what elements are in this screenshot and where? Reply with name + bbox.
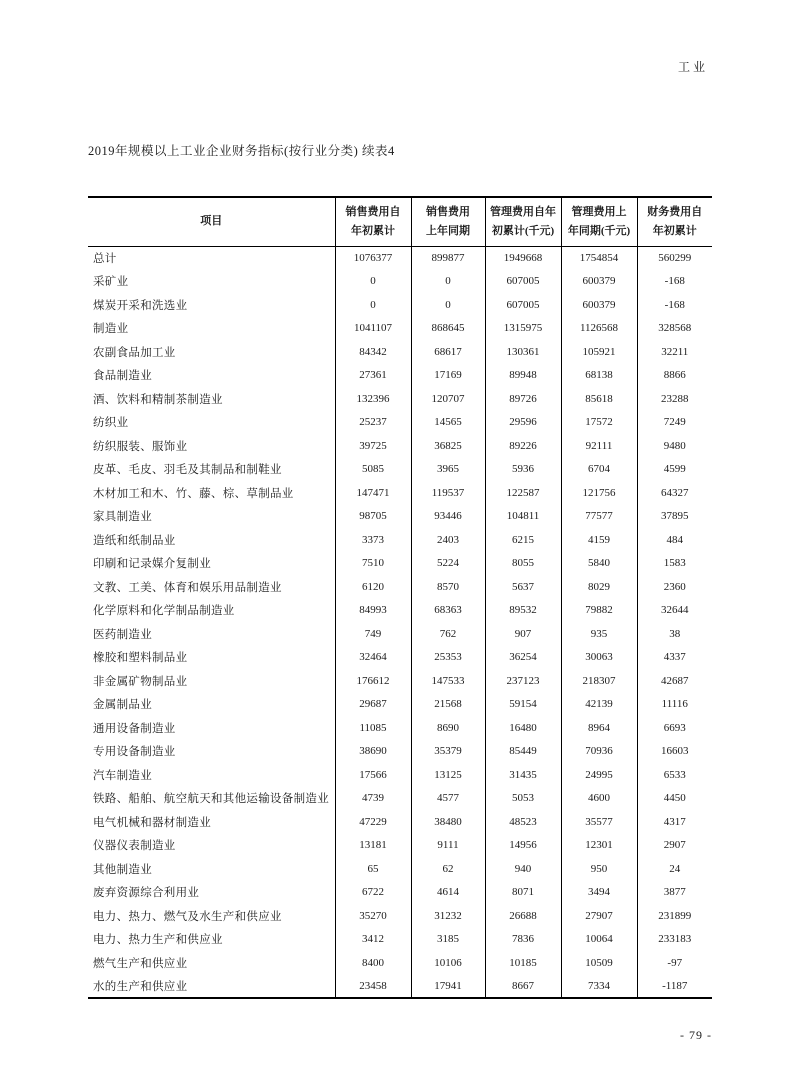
row-value-cell: 64327 bbox=[637, 481, 712, 505]
row-value-cell: 93446 bbox=[411, 505, 485, 529]
row-item-label: 橡胶和塑料制品业 bbox=[93, 652, 188, 665]
row-value-cell: 4159 bbox=[561, 528, 637, 552]
row-value-cell: 59154 bbox=[485, 693, 561, 717]
row-value-cell: 39725 bbox=[335, 434, 411, 458]
row-value-cell: 237123 bbox=[485, 669, 561, 693]
row-value-cell: 762 bbox=[411, 622, 485, 646]
header-line1: 管理费用上 bbox=[571, 206, 627, 219]
row-value-cell: 25353 bbox=[411, 646, 485, 670]
row-item-label: 皮革、毛皮、羽毛及其制品和制鞋业 bbox=[93, 464, 282, 477]
row-value-cell: 29596 bbox=[485, 411, 561, 435]
row-value-cell: -97 bbox=[637, 951, 712, 975]
row-item-label: 印刷和记录媒介复制业 bbox=[93, 558, 211, 571]
row-value-cell: 5053 bbox=[485, 787, 561, 811]
row-value-cell: 32211 bbox=[637, 340, 712, 364]
row-value-cell: 65 bbox=[335, 857, 411, 881]
row-value-cell: 24995 bbox=[561, 763, 637, 787]
row-item-label: 专用设备制造业 bbox=[93, 746, 176, 759]
row-value-cell: -168 bbox=[637, 293, 712, 317]
row-value-cell: 119537 bbox=[411, 481, 485, 505]
table-header-row bbox=[88, 197, 712, 246]
row-item-label: 总计 bbox=[93, 253, 117, 265]
row-value-cell: 560299 bbox=[637, 246, 712, 270]
row-value-cell: 17941 bbox=[411, 975, 485, 999]
row-value-cell: 5224 bbox=[411, 552, 485, 576]
header-line1: 销售费用 bbox=[426, 206, 470, 219]
row-value-cell: 6533 bbox=[637, 763, 712, 787]
row-value-cell: 8690 bbox=[411, 716, 485, 740]
row-value-cell: 27907 bbox=[561, 904, 637, 928]
row-value-cell: 48523 bbox=[485, 810, 561, 834]
table-body bbox=[88, 246, 712, 998]
row-value-cell: 10064 bbox=[561, 928, 637, 952]
row-value-cell: 8570 bbox=[411, 575, 485, 599]
row-item-label: 汽车制造业 bbox=[93, 769, 152, 782]
row-item-label: 农副食品加工业 bbox=[93, 346, 176, 359]
header-sales-expense-ytd bbox=[335, 197, 411, 246]
row-value-cell: 38690 bbox=[335, 740, 411, 764]
row-value-cell: 607005 bbox=[485, 270, 561, 294]
row-value-cell: 2907 bbox=[637, 834, 712, 858]
row-value-cell: 907 bbox=[485, 622, 561, 646]
row-value-cell: 8667 bbox=[485, 975, 561, 999]
row-value-cell: 1126568 bbox=[561, 317, 637, 341]
row-value-cell: 79882 bbox=[561, 599, 637, 623]
row-value-cell: 1754854 bbox=[561, 246, 637, 270]
row-value-cell: 17572 bbox=[561, 411, 637, 435]
row-value-cell: 4577 bbox=[411, 787, 485, 811]
table-row bbox=[88, 669, 712, 693]
row-value-cell: 17566 bbox=[335, 763, 411, 787]
header-finance-expense-ytd bbox=[637, 197, 712, 246]
row-item-label: 铁路、船舶、航空航天和其他运输设备制造业 bbox=[93, 793, 329, 806]
row-value-cell: 8400 bbox=[335, 951, 411, 975]
table-row bbox=[88, 246, 712, 270]
table-row bbox=[88, 975, 712, 999]
row-value-cell: 26688 bbox=[485, 904, 561, 928]
row-value-cell: 5936 bbox=[485, 458, 561, 482]
row-value-cell: 8964 bbox=[561, 716, 637, 740]
row-value-cell: 10185 bbox=[485, 951, 561, 975]
row-value-cell: 899877 bbox=[411, 246, 485, 270]
table-row bbox=[88, 857, 712, 881]
row-item-label: 电力、热力、燃气及水生产和供应业 bbox=[93, 910, 282, 923]
row-value-cell: 3494 bbox=[561, 881, 637, 905]
row-item-label: 废弃资源综合利用业 bbox=[93, 887, 200, 900]
row-item-label: 燃气生产和供应业 bbox=[93, 957, 188, 970]
header-item bbox=[88, 197, 335, 246]
row-value-cell: 47229 bbox=[335, 810, 411, 834]
row-value-cell: 4337 bbox=[637, 646, 712, 670]
row-value-cell: 11085 bbox=[335, 716, 411, 740]
row-value-cell: 6215 bbox=[485, 528, 561, 552]
row-value-cell: 68363 bbox=[411, 599, 485, 623]
row-value-cell: 70936 bbox=[561, 740, 637, 764]
section-label: 工业 bbox=[677, 60, 708, 74]
row-value-cell: 84993 bbox=[335, 599, 411, 623]
table-row bbox=[88, 575, 712, 599]
table-row bbox=[88, 293, 712, 317]
row-value-cell: 84342 bbox=[335, 340, 411, 364]
row-value-cell: 8866 bbox=[637, 364, 712, 388]
row-value-cell: 8029 bbox=[561, 575, 637, 599]
row-value-cell: 1041107 bbox=[335, 317, 411, 341]
row-value-cell: 85449 bbox=[485, 740, 561, 764]
row-value-cell: 5840 bbox=[561, 552, 637, 576]
page-number: - 79 - bbox=[680, 1028, 712, 1042]
row-value-cell: 1076377 bbox=[335, 246, 411, 270]
row-value-cell: 3185 bbox=[411, 928, 485, 952]
table-row bbox=[88, 834, 712, 858]
row-value-cell: 36825 bbox=[411, 434, 485, 458]
row-value-cell: 12301 bbox=[561, 834, 637, 858]
row-value-cell: -1187 bbox=[637, 975, 712, 999]
row-value-cell: 32644 bbox=[637, 599, 712, 623]
row-value-cell: 6120 bbox=[335, 575, 411, 599]
row-value-cell: 92111 bbox=[561, 434, 637, 458]
row-value-cell: 940 bbox=[485, 857, 561, 881]
row-value-cell: 17169 bbox=[411, 364, 485, 388]
table-row bbox=[88, 881, 712, 905]
header-line1: 销售费用自 bbox=[345, 206, 401, 219]
row-value-cell: 176612 bbox=[335, 669, 411, 693]
row-value-cell: 30063 bbox=[561, 646, 637, 670]
financial-indicators-table bbox=[88, 196, 712, 999]
row-value-cell: 3373 bbox=[335, 528, 411, 552]
header-line1: 管理费用自年 bbox=[490, 206, 556, 219]
row-value-cell: 13125 bbox=[411, 763, 485, 787]
row-value-cell: 600379 bbox=[561, 270, 637, 294]
header-line2: 年初累计 bbox=[351, 224, 395, 237]
table-row bbox=[88, 505, 712, 529]
row-value-cell: 4600 bbox=[561, 787, 637, 811]
row-value-cell: 120707 bbox=[411, 387, 485, 411]
row-item-label: 金属制品业 bbox=[93, 699, 152, 712]
row-item-label: 化学原料和化学制品制造业 bbox=[93, 605, 235, 618]
row-item-label: 文教、工美、体育和娱乐用品制造业 bbox=[93, 581, 282, 594]
row-item-label: 木材加工和木、竹、藤、棕、草制品业 bbox=[93, 487, 294, 500]
row-value-cell: 68138 bbox=[561, 364, 637, 388]
table-row bbox=[88, 716, 712, 740]
row-item-label: 仪器仪表制造业 bbox=[93, 840, 176, 853]
row-item-label: 其他制造业 bbox=[93, 863, 152, 876]
row-value-cell: 21568 bbox=[411, 693, 485, 717]
row-value-cell: 7510 bbox=[335, 552, 411, 576]
table-row bbox=[88, 481, 712, 505]
table-row bbox=[88, 599, 712, 623]
row-value-cell: 35577 bbox=[561, 810, 637, 834]
table-row bbox=[88, 317, 712, 341]
row-item-label: 煤炭开采和洗选业 bbox=[93, 299, 188, 312]
table-row bbox=[88, 552, 712, 576]
table-row bbox=[88, 387, 712, 411]
row-value-cell: 42139 bbox=[561, 693, 637, 717]
table-row bbox=[88, 411, 712, 435]
row-item-label: 纺织服装、服饰业 bbox=[93, 440, 188, 453]
row-value-cell: 38 bbox=[637, 622, 712, 646]
row-value-cell: 130361 bbox=[485, 340, 561, 364]
row-value-cell: 0 bbox=[411, 270, 485, 294]
row-value-cell: 218307 bbox=[561, 669, 637, 693]
row-value-cell: 36254 bbox=[485, 646, 561, 670]
row-value-cell: 37895 bbox=[637, 505, 712, 529]
row-value-cell: 42687 bbox=[637, 669, 712, 693]
table-row bbox=[88, 928, 712, 952]
header-line1: 项目 bbox=[200, 215, 223, 228]
row-value-cell: 10106 bbox=[411, 951, 485, 975]
row-value-cell: 104811 bbox=[485, 505, 561, 529]
table-row bbox=[88, 458, 712, 482]
row-value-cell: 5085 bbox=[335, 458, 411, 482]
row-value-cell: 32464 bbox=[335, 646, 411, 670]
row-value-cell: 9480 bbox=[637, 434, 712, 458]
row-value-cell: 7334 bbox=[561, 975, 637, 999]
row-value-cell: 98705 bbox=[335, 505, 411, 529]
row-value-cell: 4739 bbox=[335, 787, 411, 811]
row-value-cell: 6704 bbox=[561, 458, 637, 482]
table-row bbox=[88, 270, 712, 294]
table-row bbox=[88, 693, 712, 717]
row-value-cell: 2403 bbox=[411, 528, 485, 552]
table-row bbox=[88, 434, 712, 458]
row-value-cell: 3877 bbox=[637, 881, 712, 905]
row-value-cell: 4450 bbox=[637, 787, 712, 811]
header-line2: 初累计(千元) bbox=[491, 224, 555, 237]
row-value-cell: 23458 bbox=[335, 975, 411, 999]
row-value-cell: 7836 bbox=[485, 928, 561, 952]
header-line2: 年初累计 bbox=[652, 224, 697, 237]
row-item-label: 非金属矿物制品业 bbox=[93, 675, 188, 688]
row-item-label: 纺织业 bbox=[93, 417, 129, 430]
row-item-label: 电力、热力生产和供应业 bbox=[93, 934, 223, 947]
row-value-cell: 85618 bbox=[561, 387, 637, 411]
row-value-cell: 3412 bbox=[335, 928, 411, 952]
row-value-cell: 121756 bbox=[561, 481, 637, 505]
row-value-cell: 31435 bbox=[485, 763, 561, 787]
row-value-cell: -168 bbox=[637, 270, 712, 294]
row-value-cell: 6722 bbox=[335, 881, 411, 905]
row-value-cell: 6693 bbox=[637, 716, 712, 740]
row-value-cell: 950 bbox=[561, 857, 637, 881]
row-value-cell: 31232 bbox=[411, 904, 485, 928]
table-row bbox=[88, 364, 712, 388]
row-value-cell: 14956 bbox=[485, 834, 561, 858]
row-item-label: 采矿业 bbox=[93, 276, 129, 289]
row-item-label: 家具制造业 bbox=[93, 511, 152, 524]
row-item-label: 电气机械和器材制造业 bbox=[93, 816, 211, 829]
row-item-label: 水的生产和供应业 bbox=[93, 980, 188, 993]
row-item-label: 造纸和纸制品业 bbox=[93, 534, 176, 547]
header-line1: 财务费用自 bbox=[647, 206, 703, 219]
row-value-cell: 105921 bbox=[561, 340, 637, 364]
row-value-cell: 77577 bbox=[561, 505, 637, 529]
row-item-label: 酒、饮料和精制茶制造业 bbox=[93, 393, 223, 406]
table-row bbox=[88, 951, 712, 975]
row-value-cell: 3965 bbox=[411, 458, 485, 482]
row-value-cell: 16603 bbox=[637, 740, 712, 764]
row-value-cell: 233183 bbox=[637, 928, 712, 952]
row-value-cell: 5637 bbox=[485, 575, 561, 599]
row-value-cell: 11116 bbox=[637, 693, 712, 717]
row-value-cell: 122587 bbox=[485, 481, 561, 505]
row-value-cell: 27361 bbox=[335, 364, 411, 388]
row-value-cell: 4317 bbox=[637, 810, 712, 834]
row-value-cell: 749 bbox=[335, 622, 411, 646]
row-value-cell: 868645 bbox=[411, 317, 485, 341]
row-value-cell: 35379 bbox=[411, 740, 485, 764]
row-value-cell: 16480 bbox=[485, 716, 561, 740]
page-title: 2019年规模以上工业企业财务指标(按行业分类) 续表4 bbox=[88, 144, 395, 158]
row-value-cell: 935 bbox=[561, 622, 637, 646]
row-value-cell: 89532 bbox=[485, 599, 561, 623]
row-value-cell: 607005 bbox=[485, 293, 561, 317]
header-admin-expense-prior bbox=[561, 197, 637, 246]
row-value-cell: 68617 bbox=[411, 340, 485, 364]
row-value-cell: 484 bbox=[637, 528, 712, 552]
row-value-cell: 10509 bbox=[561, 951, 637, 975]
row-value-cell: 35270 bbox=[335, 904, 411, 928]
row-value-cell: 14565 bbox=[411, 411, 485, 435]
row-value-cell: 62 bbox=[411, 857, 485, 881]
row-value-cell: 147533 bbox=[411, 669, 485, 693]
table-row bbox=[88, 340, 712, 364]
row-item-label: 医药制造业 bbox=[93, 628, 152, 641]
row-value-cell: 89948 bbox=[485, 364, 561, 388]
row-value-cell: 0 bbox=[411, 293, 485, 317]
row-value-cell: 38480 bbox=[411, 810, 485, 834]
row-value-cell: 0 bbox=[335, 270, 411, 294]
row-value-cell: 1315975 bbox=[485, 317, 561, 341]
row-value-cell: 4614 bbox=[411, 881, 485, 905]
table-row bbox=[88, 528, 712, 552]
row-value-cell: 0 bbox=[335, 293, 411, 317]
row-value-cell: 8071 bbox=[485, 881, 561, 905]
row-value-cell: 2360 bbox=[637, 575, 712, 599]
row-value-cell: 89226 bbox=[485, 434, 561, 458]
header-line2: 上年同期 bbox=[426, 224, 470, 237]
table-row bbox=[88, 904, 712, 928]
row-value-cell: 23288 bbox=[637, 387, 712, 411]
row-item-label: 食品制造业 bbox=[93, 370, 152, 383]
row-item-label: 制造业 bbox=[93, 323, 129, 336]
table-row bbox=[88, 810, 712, 834]
row-value-cell: 25237 bbox=[335, 411, 411, 435]
header-sales-expense-prior bbox=[411, 197, 485, 246]
row-value-cell: 29687 bbox=[335, 693, 411, 717]
row-value-cell: 147471 bbox=[335, 481, 411, 505]
table-row bbox=[88, 646, 712, 670]
table-row bbox=[88, 787, 712, 811]
row-value-cell: 9111 bbox=[411, 834, 485, 858]
header-admin-expense-ytd bbox=[485, 197, 561, 246]
row-value-cell: 7249 bbox=[637, 411, 712, 435]
row-value-cell: 8055 bbox=[485, 552, 561, 576]
table-row bbox=[88, 763, 712, 787]
row-value-cell: 328568 bbox=[637, 317, 712, 341]
row-value-cell: 89726 bbox=[485, 387, 561, 411]
row-value-cell: 600379 bbox=[561, 293, 637, 317]
row-value-cell: 231899 bbox=[637, 904, 712, 928]
table-row bbox=[88, 740, 712, 764]
row-value-cell: 13181 bbox=[335, 834, 411, 858]
row-value-cell: 4599 bbox=[637, 458, 712, 482]
row-value-cell: 132396 bbox=[335, 387, 411, 411]
row-item-label: 通用设备制造业 bbox=[93, 722, 176, 735]
row-value-cell: 1583 bbox=[637, 552, 712, 576]
row-value-cell: 1949668 bbox=[485, 246, 561, 270]
table-row bbox=[88, 622, 712, 646]
row-value-cell: 24 bbox=[637, 857, 712, 881]
header-line2: 年同期(千元) bbox=[567, 224, 631, 237]
